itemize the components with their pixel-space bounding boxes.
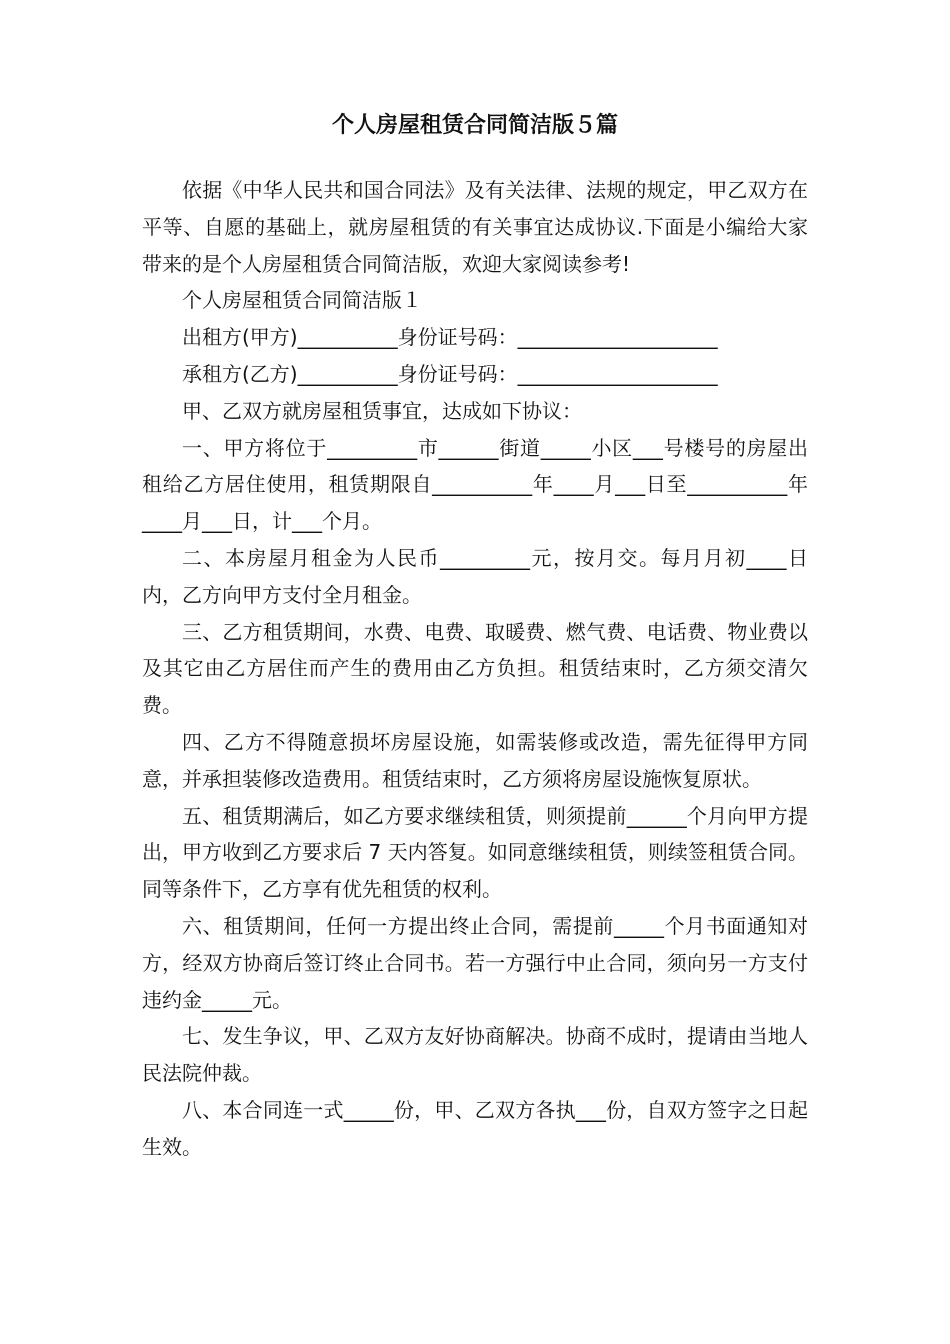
lessee-line: 承租方(乙方)__________身份证号码：____________________ (182, 361, 718, 386)
clause-2: 二、本房屋月租金为人民币_________元，按月交。每月月初____日内，乙方向甲方支付全月租金。 (142, 545, 808, 607)
document-title: 个人房屋租赁合同简洁版５篇 (331, 113, 618, 138)
clause-3: 三、乙方租赁期间，水费、电费、取暖费、燃气费、电话费、物业费以及其它由乙方居住而产生的费用由乙方负担。租赁结束时，乙方须交清欠费。 (142, 619, 808, 718)
agreement-intro: 甲、乙双方就房屋租赁事宜，达成如下协议： (182, 398, 582, 423)
clause-8: 八、本合同连一式_____份，甲、乙双方各执___份，自双方签字之日起生效。 (142, 1097, 808, 1159)
lessor-line: 出租方(甲方)__________身份证号码：____________________ (182, 325, 718, 350)
section-heading: 个人房屋租赁合同简洁版１ (182, 288, 422, 313)
clause-5: 五、租赁期满后，如乙方要求继续租赁，则须提前______个月向甲方提出，甲方收到乙方要求后 7 天内答复。如同意继续租赁，则续签租赁合同。同等条件下，乙方享有优先租赁的权利。 (142, 803, 808, 902)
clause-6: 六、租赁期间，任何一方提出终止合同，需提前_____个月书面通知对方，经双方协商后签订终止合同书。若一方强行中止合同，须向另一方支付违约金_____元。 (142, 913, 808, 1012)
intro-paragraph: 依据《中华人民共和国合同法》及有关法律、法规的规定，甲乙双方在平等、自愿的基础上，就房屋租赁的有关事宜达成协议.下面是小编给大家带来的是个人房屋租赁合同简洁版，欢迎大家阅读参考! (142, 178, 808, 276)
clause-1: 一、甲方将位于_________市______街道_____小区___号楼号的房屋出租给乙方居住使用，租赁期限自__________年____月___日至__________年____月___日，计___个月。 (142, 435, 808, 534)
clause-4: 四、乙方不得随意损坏房屋设施，如需装修或改造，需先征得甲方同意，并承担装修改造费用。租赁结束时，乙方须将房屋设施恢复原状。 (142, 729, 808, 791)
clause-7: 七、发生争议，甲、乙双方友好协商解决。协商不成时，提请由当地人民法院仲裁。 (142, 1024, 808, 1086)
document-body (142, 172, 808, 1166)
